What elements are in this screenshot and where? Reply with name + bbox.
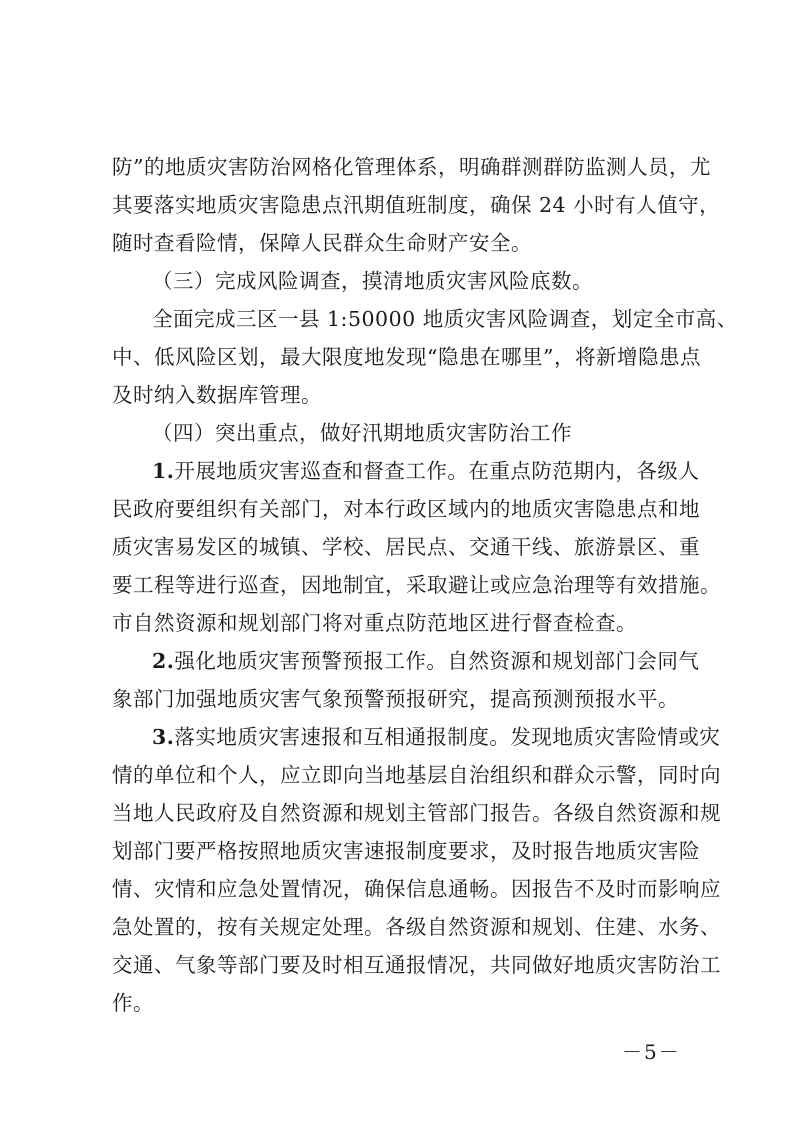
body-text-line: 中、低风险区划，最大限度地发现“隐患在哪里”，将新增隐患点 bbox=[112, 345, 701, 369]
body-text-line: 要工程等进行巡查，因地制宜，采取避让或应急治理等有效措施。 bbox=[112, 573, 721, 597]
numbered-paragraph-3 bbox=[152, 725, 720, 749]
body-text-line: 质灾害易发区的城镇、学校、居民点、交通干线、旅游景区、重 bbox=[112, 535, 700, 559]
numbered-paragraph-1 bbox=[152, 459, 699, 483]
body-text-line: 防”的地质灾害防治网格化管理体系，明确群测群防监测人员，尤 bbox=[112, 155, 711, 179]
body-text-line: 情的单位和个人，应立即向当地基层自治组织和群众示警，同时向 bbox=[112, 763, 721, 787]
body-text-line: 及时纳入数据库管理。 bbox=[112, 383, 322, 407]
section-heading-3: （三）完成风险调查，摸清地质灾害风险底数。 bbox=[152, 269, 593, 293]
item-number: 3. bbox=[152, 725, 175, 749]
body-text-line: 急处置的，按有关规定处理。各级自然资源和规划、住建、水务、 bbox=[112, 915, 721, 939]
body-text-line: 当地人民政府及自然资源和规划主管部门报告。各级自然资源和规 bbox=[112, 801, 721, 825]
body-text-line: 交通、气象等部门要及时相互通报情况，共同做好地质灾害防治工 bbox=[112, 953, 721, 977]
body-text-line: 开展地质灾害巡查和督查工作。在重点防范期内，各级人 bbox=[174, 459, 700, 483]
item-number: 2. bbox=[152, 649, 175, 673]
body-text-line: 其要落实地质灾害隐患点汛期值班制度，确保 24 小时有人值守， bbox=[112, 193, 721, 217]
body-text-line: 象部门加强地质灾害气象预警预报研究，提高预测预报水平。 bbox=[112, 687, 679, 711]
body-text-line: 民政府要组织有关部门，对本行政区域内的地质灾害隐患点和地 bbox=[112, 497, 700, 521]
body-text-line: 市自然资源和规划部门将对重点防范地区进行督查检查。 bbox=[112, 611, 637, 635]
body-text-line: 全面完成三区一县 1:50000 地质灾害风险调查，划定全市高、 bbox=[152, 307, 738, 331]
body-text-line: 强化地质灾害预警预报工作。自然资源和规划部门会同气 bbox=[174, 649, 700, 673]
body-text-line: 情、灾情和应急处置情况，确保信息通畅。因报告不及时而影响应 bbox=[112, 877, 721, 901]
item-number: 1. bbox=[152, 459, 175, 483]
body-text-line: 落实地质灾害速报和互相通报制度。发现地质灾害险情或灾 bbox=[174, 725, 721, 749]
numbered-paragraph-2 bbox=[152, 649, 699, 673]
section-heading-4: （四）突出重点，做好汛期地质灾害防治工作 bbox=[152, 421, 572, 445]
body-text-line: 随时查看险情，保障人民群众生命财产安全。 bbox=[112, 231, 532, 255]
body-text-line: 作。 bbox=[112, 991, 154, 1015]
page-number: －5－ bbox=[622, 1040, 681, 1064]
body-text-line: 划部门要严格按照地质灾害速报制度要求，及时报告地质灾害险 bbox=[112, 839, 700, 863]
